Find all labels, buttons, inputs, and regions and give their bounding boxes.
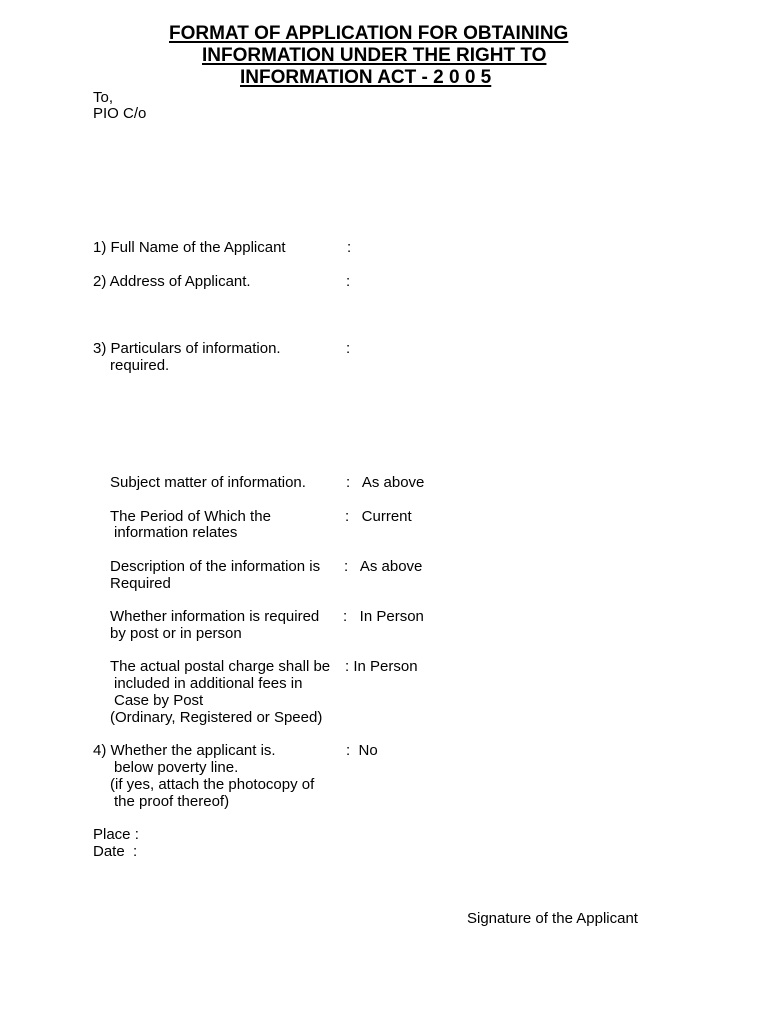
- delivery-label-cont: by post or in person: [110, 625, 242, 642]
- full-name-separator: :: [347, 239, 352, 256]
- signature-label: Signature of the Applicant: [467, 910, 638, 927]
- bpl-label-3: (if yes, attach the photocopy of: [110, 776, 315, 793]
- postal-charge-label-4: (Ordinary, Registered or Speed): [110, 709, 323, 726]
- description-label-cont: Required: [110, 575, 171, 592]
- period-label: The Period of Which the: [110, 508, 271, 525]
- period-label-cont: information relates: [114, 524, 238, 541]
- description-value: : As above: [344, 558, 423, 575]
- particulars-separator: :: [346, 340, 351, 357]
- address-label: 2) Address of Applicant.: [93, 273, 251, 290]
- period-value: : Current: [345, 508, 412, 525]
- delivery-label: Whether information is required: [110, 608, 320, 625]
- bpl-label-2: below poverty line.: [114, 759, 239, 776]
- postal-charge-value: : In Person: [345, 658, 418, 675]
- bpl-label: 4) Whether the applicant is.: [93, 742, 276, 759]
- addressee-pio: PIO C/o: [93, 105, 147, 122]
- title-line-3: INFORMATION ACT - 2 0 0 5: [240, 67, 492, 88]
- bpl-label-4: the proof thereof): [114, 793, 230, 810]
- place-label: Place :: [93, 826, 139, 843]
- subject-matter-label: Subject matter of information.: [110, 474, 306, 491]
- subject-matter-value: : As above: [346, 474, 425, 491]
- delivery-value: : In Person: [343, 608, 424, 625]
- postal-charge-label: The actual postal charge shall be: [110, 658, 331, 675]
- address-separator: :: [346, 273, 351, 290]
- description-label: Description of the information is: [110, 558, 321, 575]
- date-label: Date :: [93, 843, 138, 860]
- title-line-1: FORMAT OF APPLICATION FOR OBTAINING: [169, 23, 569, 44]
- particulars-label: 3) Particulars of information.: [93, 340, 281, 357]
- title-line-2: INFORMATION UNDER THE RIGHT TO: [202, 45, 547, 66]
- bpl-value: : No: [346, 742, 378, 759]
- postal-charge-label-3: Case by Post: [114, 692, 204, 709]
- full-name-label: 1) Full Name of the Applicant: [93, 239, 286, 256]
- addressee-to: To,: [93, 89, 114, 106]
- particulars-label-cont: required.: [110, 357, 170, 374]
- postal-charge-label-2: included in additional fees in: [114, 675, 303, 692]
